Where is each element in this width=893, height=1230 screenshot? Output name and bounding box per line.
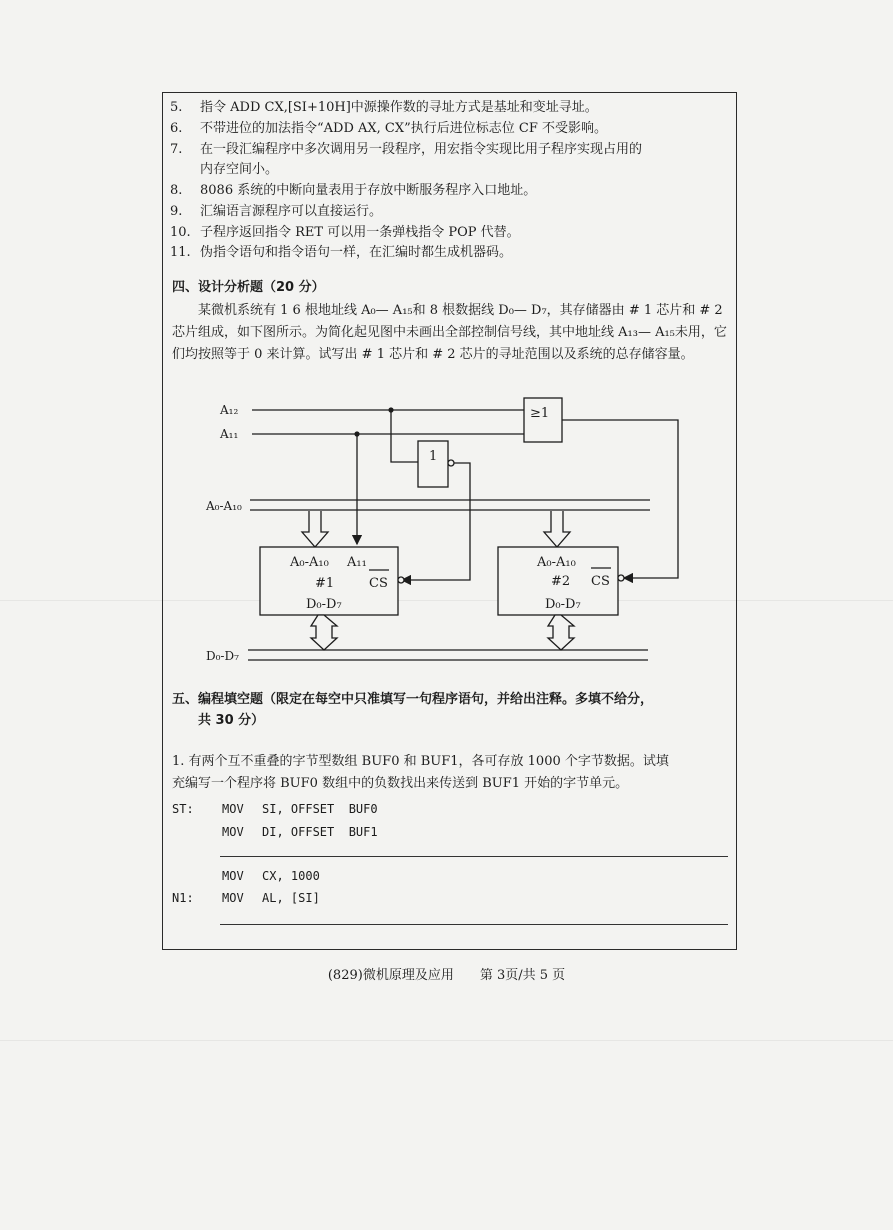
item-11-number: 11.: [170, 245, 191, 260]
data-arrow-chip1: [311, 615, 337, 650]
code-op-2: MOV: [222, 825, 244, 839]
not-gate-label: 1: [429, 449, 438, 464]
answer-blank-1[interactable]: [220, 856, 728, 857]
item-10-number: 10.: [170, 225, 191, 240]
chip2-addr-label: A₀-A₁₀: [537, 555, 576, 570]
item-9-number: 9.: [170, 204, 183, 219]
item-7-number: 7.: [170, 142, 183, 157]
code-args-1: SI, OFFSET BUF0: [262, 802, 378, 816]
chip2-cs-label: CS: [591, 574, 610, 589]
section4-heading: 四、设计分析题（20 分）: [172, 280, 325, 295]
item-9-text: 汇编语言源程序可以直接运行。: [200, 204, 383, 219]
item-8-number: 8.: [170, 183, 183, 198]
section5-heading-line2: 共 30 分）: [198, 713, 265, 728]
chip1-data-label: D₀-D₇: [306, 597, 342, 612]
chip1-cs-bubble: [398, 577, 404, 583]
code-label-st: ST:: [172, 802, 194, 816]
addr-arrow-chip2: [544, 511, 570, 547]
junction-a11: [354, 431, 359, 436]
label-a12: A₁₂: [220, 403, 239, 417]
item-8-text: 8086 系统的中断向量表用于存放中断服务程序入口地址。: [200, 183, 537, 198]
code-op-3: MOV: [222, 869, 244, 883]
q1-text-line1: 1. 有两个互不重叠的字节型数组 BUF0 和 BUF1，各可存放 1000 个字节数据。试填: [172, 754, 669, 769]
not-bubble: [448, 460, 454, 466]
label-a11: A₁₁: [220, 427, 239, 441]
chip1-a11-label: A₁₁: [347, 555, 367, 570]
chip2-name: #2: [551, 574, 571, 589]
item-5-text: 指令 ADD CX,[SI+10H]中源操作数的寻址方式是基址和变址寻址。: [200, 100, 598, 115]
chip2-cs-bubble: [618, 575, 624, 581]
chip1-addr-label: A₀-A₁₀: [290, 555, 329, 570]
chip2-data-label: D₀-D₇: [545, 597, 581, 612]
code-op-1: MOV: [222, 802, 244, 816]
code-label-n1: N1:: [172, 891, 194, 905]
code-args-4: AL, [SI]: [262, 891, 320, 905]
q1-text-line2: 充编写一个程序将 BUF0 数组中的负数找出来传送到 BUF1 开始的字节单元。: [172, 776, 629, 791]
chip1-cs-label: CS: [369, 576, 388, 591]
addr-arrow-chip1: [302, 511, 328, 547]
or-gate-label: ≥1: [530, 406, 550, 421]
label-data-bus: D₀-D₇: [206, 649, 239, 663]
section5-heading-line1: 五、编程填空题（限定在每空中只准填写一句程序语句，并给出注释。多填不给分，: [172, 692, 654, 707]
junction-a12: [388, 407, 393, 412]
code-args-3: CX, 1000: [262, 869, 320, 883]
item-11-text: 伪指令语句和指令语句一样，在汇编时都生成机器码。: [200, 245, 513, 260]
item-6-text: 不带进位的加法指令“ADD AX, CX”执行后进位标志位 CF 不受影响。: [200, 121, 607, 136]
item-6-number: 6.: [170, 121, 183, 136]
code-op-4: MOV: [222, 891, 244, 905]
chip1-name: #1: [315, 576, 335, 591]
label-addr-bus: A₀-A₁₀: [206, 499, 242, 513]
not-gate: [418, 441, 448, 487]
item-10-text: 子程序返回指令 RET 可以用一条弹栈指令 POP 代替。: [200, 225, 520, 240]
code-args-2: DI, OFFSET BUF1: [262, 825, 378, 839]
item-7-text: 在一段汇编程序中多次调用另一段程序，用宏指令实现比用子程序实现占用的: [200, 142, 643, 157]
data-arrow-chip2: [548, 615, 574, 650]
section4-body: 某微机系统有 1 6 根地址线 A₀— A₁₅和 8 根数据线 D₀— D₇，其存储器由 # 1 芯片和 # 2 芯片组成，如下图所示。为简化起见图中未画出全部控制信号线，其中地址线 A₁₃— A₁₅未用，它们均按照等于 0 来计算。试写出 # 1 芯片和 # 2 芯片的寻址范围以及系统的总存储容量。: [172, 303, 727, 362]
a12-to-not-wire: [391, 410, 418, 462]
page-footer: (829)微机原理及应用 第 3页/共 5 页: [327, 968, 566, 983]
answer-blank-2[interactable]: [220, 924, 728, 925]
item-7-text-cont: 内存空间小。: [200, 162, 279, 177]
item-5-number: 5.: [170, 100, 183, 115]
